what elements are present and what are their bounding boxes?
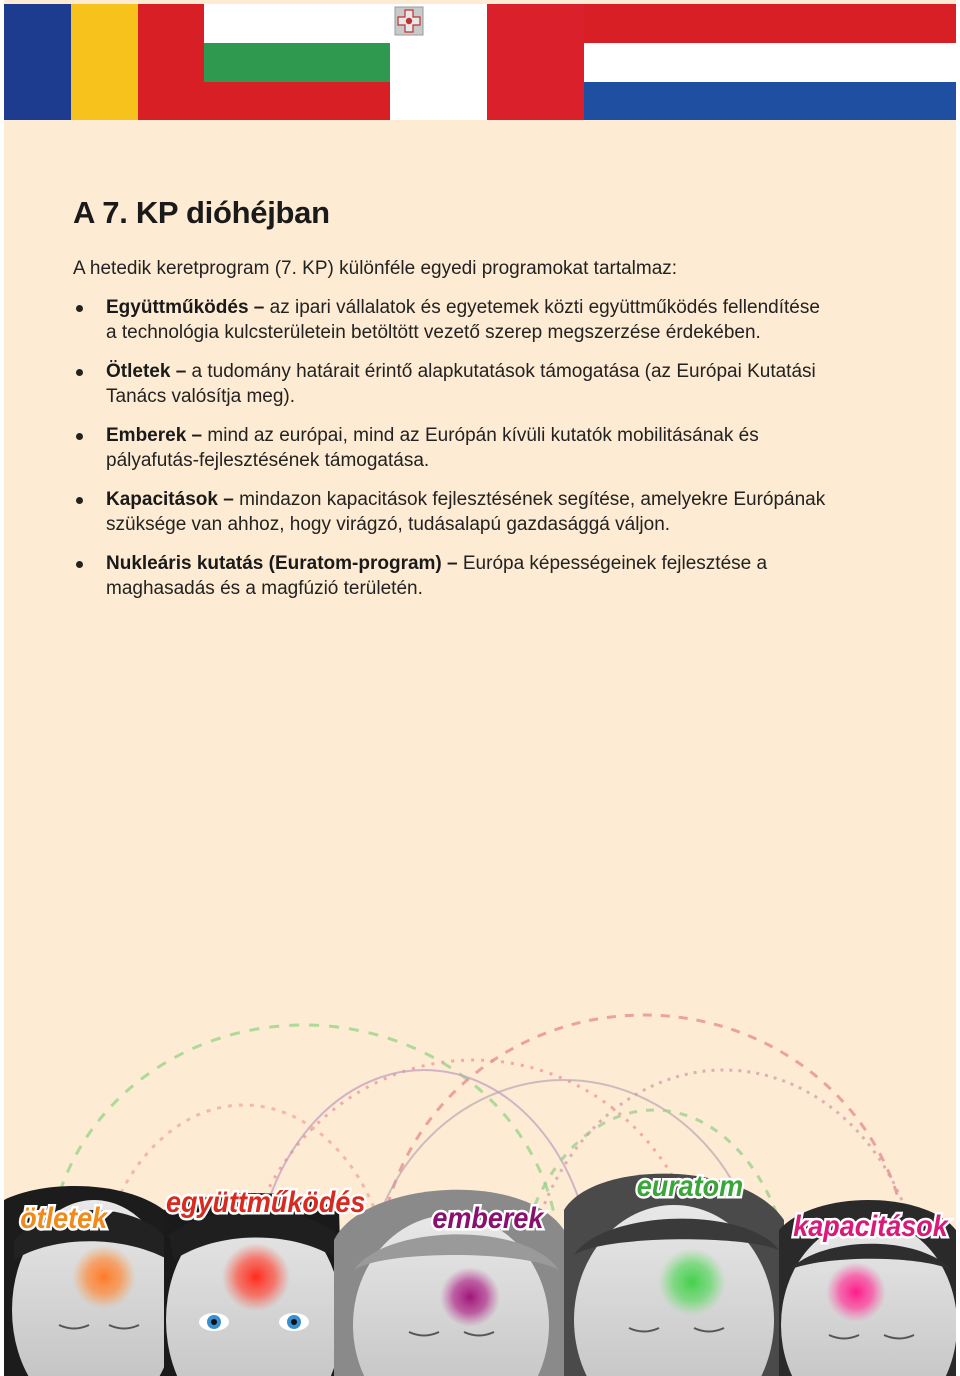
label-egyuttmukodes: együttműködés: [166, 1185, 366, 1220]
romania-flag: [4, 4, 204, 120]
list-item-text: Európa képességeinek fejlesztése a maghasadás és a magfúzió területén.: [106, 553, 768, 599]
list-item-text: mind az európai, mind az Európán kívüli kutatók mobilitásának és pályafutás-fejlesztésének támogatása.: [106, 425, 759, 471]
label-emberek: emberek: [432, 1201, 544, 1236]
program-list: [73, 295, 833, 601]
list-item-term: Ötletek –: [106, 361, 187, 382]
content: [73, 195, 833, 615]
bullet-icon: [76, 369, 83, 376]
label-kapacitasok: kapacitások: [793, 1209, 948, 1244]
list-item-text: mindazon kapacitások fejlesztésének segítése, amelyekre Európának szüksége van ahhoz, hogy virágzó, tudásalapú gazdasággá váljon.: [106, 489, 826, 535]
list-item-term: Kapacitások –: [106, 489, 234, 510]
list-item: [73, 359, 833, 409]
label-euratom: euratom: [636, 1169, 744, 1204]
list-item: [73, 423, 833, 473]
list-item-term: Emberek –: [106, 425, 203, 446]
list-item-term: Nukleáris kutatás (Euratom-program) –: [106, 553, 458, 574]
netherlands-flag: [584, 4, 956, 120]
bullet-icon: [76, 305, 83, 312]
label-otletek: ötletek: [20, 1201, 108, 1236]
bullet-icon: [76, 497, 83, 504]
list-item: [73, 295, 833, 345]
list-item-text: a tudomány határait érintő alapkutatások támogatása (az Európai Kutatási Tanács valósítja meg).: [106, 361, 816, 407]
bullet-icon: [76, 561, 83, 568]
george-cross-icon: [394, 6, 424, 36]
page-title: A 7. KP dióhéjban: [73, 195, 330, 230]
bulgaria-flag: [204, 4, 390, 120]
malta-flag: [390, 4, 584, 120]
page: [4, 0, 956, 1376]
list-item: [73, 551, 833, 601]
intro-text: A hetedik keretprogram (7. KP) különféle egyedi programokat tartalmaz:: [73, 258, 678, 279]
list-item-term: Együttműködés –: [106, 297, 265, 318]
list-item-text: az ipari vállalatok és egyetemek közti együttműködés fellendítése a technológia kulcsterületein betöltött vezető szerep megszerzése érdekében.: [106, 297, 820, 343]
flags-strip: [4, 4, 956, 120]
list-item: [73, 487, 833, 537]
face-4: [564, 1174, 784, 1376]
bullet-icon: [76, 433, 83, 440]
faces-illustration: [4, 840, 956, 1376]
face-2: [164, 1193, 344, 1376]
